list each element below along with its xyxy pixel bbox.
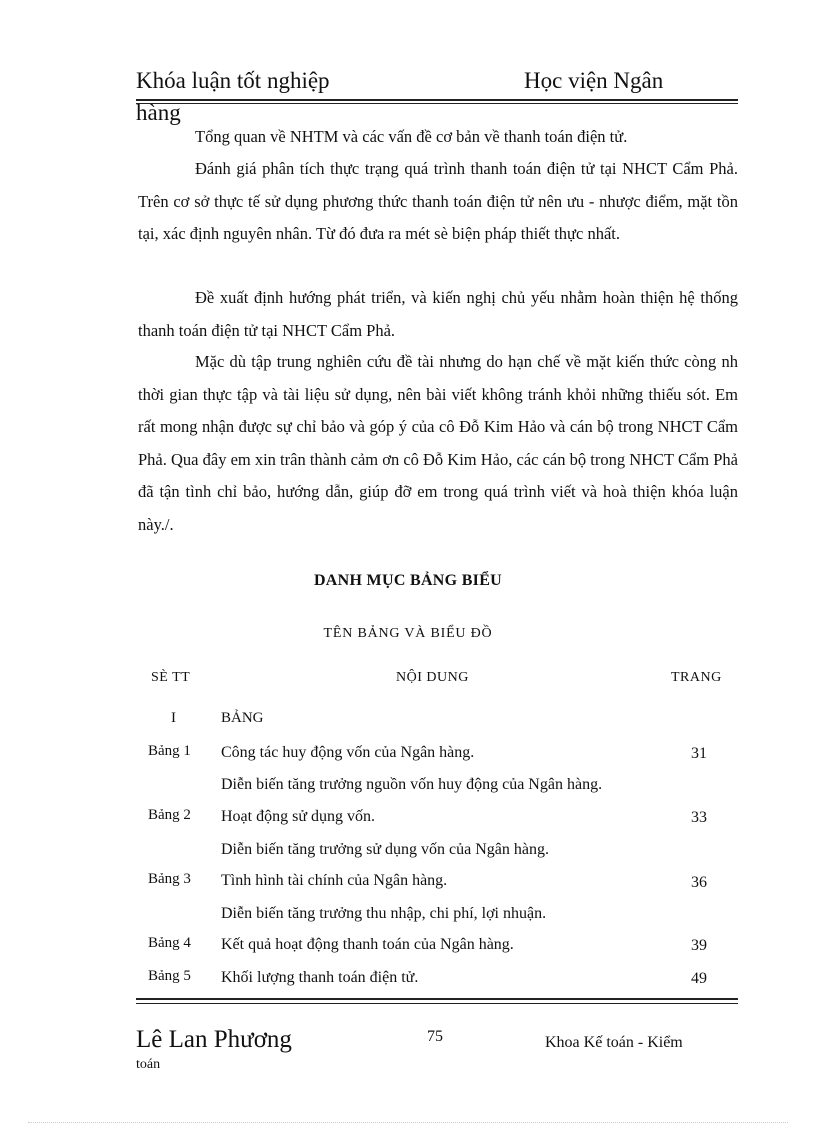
footer-rule-bottom xyxy=(136,1003,738,1004)
table-row-page: 49 xyxy=(691,970,707,987)
table-row-label: Bảng 3 xyxy=(148,871,191,887)
table-row-text: Công tác huy động vốn của Ngân hàng. xyxy=(221,744,475,761)
table-row-page: 39 xyxy=(691,937,707,954)
section-label: BẢNG xyxy=(221,710,264,726)
table-row-page: 36 xyxy=(691,874,707,891)
header-rule-bottom xyxy=(136,103,738,104)
header-right-title: Học viện Ngân xyxy=(524,68,664,93)
list-title: DANH MỤC BẢNG BIỂU xyxy=(313,572,503,589)
table-row-label: Bảng 1 xyxy=(148,743,191,759)
paragraph-acknowledgement: Mặc dù tập trung nghiên cứu đề tài nhưng do hạn chế về mặt kiến thức còng nh thời gian thực tập và tài liệu sử dụng, nên bài viết không tránh khỏi những thiếu sót. Em rất mong nhận được sự chỉ bảo và góp ý của cô Đỗ Kim Hảo và cán bộ trong NHCT Cẩm Phả. Qua đây em xin trân thành cảm ơn cô Đỗ Kim Hảo, các cán bộ trong NHCT Cẩm Phả đã tận tình chỉ bảo, hướng dẫn, giúp đỡ em trong quá trình viết và hoà thiện khóa luận này./. xyxy=(138,352,738,534)
column-header-page: TRANG xyxy=(671,670,722,685)
section-number: I xyxy=(171,710,176,726)
list-subtitle: TÊN BẢNG VÀ BIỂU ĐỒ xyxy=(323,626,493,641)
column-header-content: NỘI DUNG xyxy=(396,670,469,685)
table-row-text: Tình hình tài chính của Ngân hàng. xyxy=(221,872,448,889)
page-number: 75 xyxy=(427,1028,443,1045)
table-row-page: 31 xyxy=(691,745,707,762)
table-row-text: Hoạt động sử dụng vốn. xyxy=(221,808,375,825)
table-row-text: Diễn biến tăng trưởng nguồn vốn huy động của Ngân hàng. xyxy=(221,776,603,793)
paragraph-proposal: Đề xuất định hướng phát triển, và kiến nghị chủ yếu nhằm hoàn thiện hệ thống thanh toán điện tử tại NHCT Cẩm Phả. xyxy=(138,288,738,340)
header-left-title: Khóa luận tốt nghiệp xyxy=(136,68,330,93)
footer-rule-top xyxy=(136,998,738,1000)
table-row-text: Khối lượng thanh toán điện tử. xyxy=(221,969,419,986)
table-row-text: Diễn biến tăng trưởng thu nhập, chi phí, lợi nhuận. xyxy=(221,905,547,922)
table-row-page: 33 xyxy=(691,809,707,826)
header-wrap-text: hàng xyxy=(136,100,181,125)
table-row-label: Bảng 4 xyxy=(148,935,191,951)
header-rule-top xyxy=(136,99,738,101)
footer-department: Khoa Kế toán - Kiểm xyxy=(545,1034,683,1051)
paragraph-assessment: Đánh giá phân tích thực trạng quá trình thanh toán điện tử tại NHCT Cẩm Phả. Trên cơ sở thực tế sử dụng phương thức thanh toán điện tử nên ưu - nhược điểm, mặt tồn tại, xác định nguyên nhân. Từ đó đưa ra mét sè biện pháp thiết thực nhất. xyxy=(138,159,738,243)
column-header-number: SÈ TT xyxy=(151,670,191,685)
table-row-text: Diễn biến tăng trưởng sử dụng vốn của Ngân hàng. xyxy=(221,841,549,858)
paragraph-overview: Tổng quan về NHTM và các vấn đề cơ bản về thanh toán điện tử. xyxy=(195,127,628,146)
table-row-text: Kết quả hoạt động thanh toán của Ngân hàng. xyxy=(221,936,514,953)
footer-author: Lê Lan Phương xyxy=(136,1026,292,1053)
table-row-label: Bảng 5 xyxy=(148,968,191,984)
footer-department-wrap: toán xyxy=(136,1057,161,1072)
table-row-label: Bảng 2 xyxy=(148,807,191,823)
